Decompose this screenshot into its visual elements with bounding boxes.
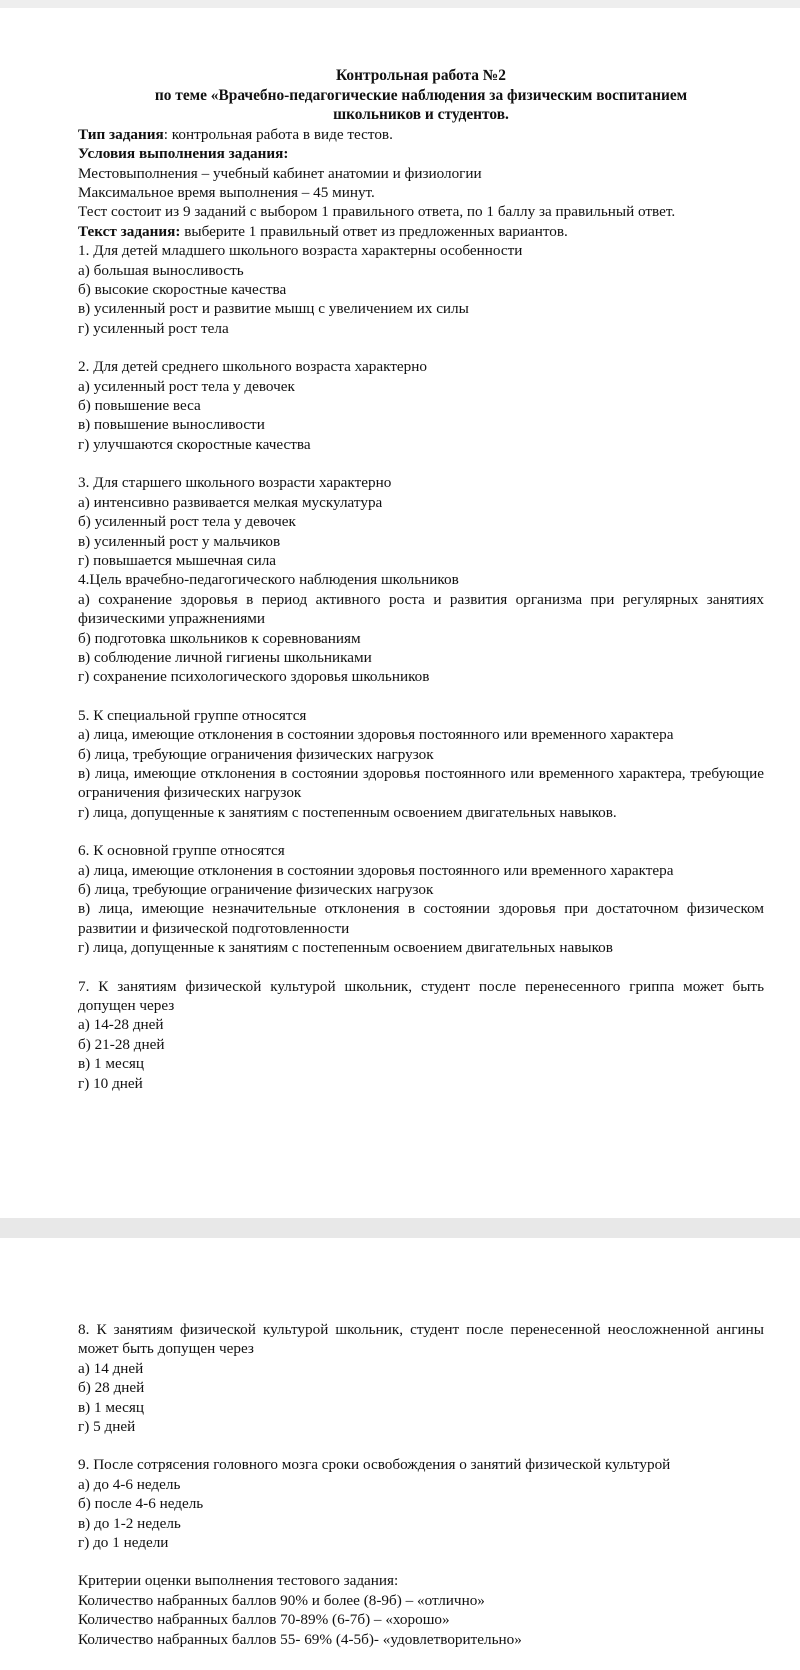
question-9-option-b: б) после 4-6 недель	[78, 1495, 204, 1513]
question-8-option-b: б) 28 дней	[78, 1379, 145, 1397]
spacer	[78, 338, 764, 357]
criteria-good: Количество набранных баллов 70-89% (6-7б) – «хорошо»	[78, 1611, 450, 1629]
spacer	[78, 687, 764, 706]
task-text	[78, 222, 764, 241]
spacer	[78, 822, 764, 841]
question-6-option-d: г) лица, допущенные к занятиям с постепенным освоением двигательных навыков	[78, 939, 613, 957]
conditions-time: Максимальное время выполнения – 45 минут.	[78, 184, 375, 201]
conditions-heading: Условия выполнения задания:	[78, 145, 289, 163]
task-text-label: Текст задания:	[78, 222, 181, 240]
task-type-value: : контрольная работа в виде тестов.	[163, 125, 393, 143]
question-6: 6. К основной группе относятся	[78, 842, 285, 860]
question-2-option-d: г) улучшаются скоростные качества	[78, 435, 311, 453]
question-1: 1. Для детей младшего школьного возраста характерны особенности	[78, 242, 523, 260]
doc-title: Контрольная работа №2	[336, 67, 506, 84]
question-9: 9. После сотрясения головного мозга сроки освобождения о занятий физической культурой	[78, 1456, 671, 1474]
question-1-option-a: а) большая выносливость	[78, 261, 244, 279]
question-7: 7. К занятиям физической культурой школьник, студент после перенесенного гриппа может быть допущен через	[78, 977, 764, 1015]
question-6-option-a: а) лица, имеющие отклонения в состоянии здоровья постоянного или временного характера	[78, 861, 674, 879]
question-9-option-c: в) до 1-2 недель	[78, 1514, 181, 1532]
question-5: 5. К специальной группе относятся	[78, 706, 307, 724]
question-5-option-d: г) лица, допущенные к занятиям с постепенным освоением двигательных навыков.	[78, 803, 617, 821]
page-2	[0, 1238, 800, 1670]
question-2-option-c: в) повышение выносливости	[78, 416, 265, 434]
question-8-option-a: а) 14 дней	[78, 1359, 144, 1377]
spacer	[78, 958, 764, 977]
criteria-excellent: Количество набранных баллов 90% и более (8-9б) – «отлично»	[78, 1591, 485, 1609]
question-5-option-b: б) лица, требующие ограничения физических нагрузок	[78, 745, 434, 763]
question-2-option-a: а) усиленный рост тела у девочек	[78, 377, 295, 395]
question-2-option-b: б) повышение веса	[78, 397, 201, 415]
criteria-heading: Критерии оценки выполнения тестового задания:	[78, 1572, 399, 1590]
page-2-content	[78, 1320, 764, 1649]
question-4-option-c: в) соблюдение личной гигиены школьниками	[78, 648, 372, 666]
question-3-option-b: б) усиленный рост тела у девочек	[78, 513, 296, 531]
task-type-label: Тип задания	[78, 125, 164, 143]
question-8-option-d: г) 5 дней	[78, 1418, 136, 1436]
question-1-option-d: г) усиленный рост тела	[78, 319, 229, 337]
question-3-option-a: а) интенсивно развивается мелкая мускулатура	[78, 493, 383, 511]
task-text-value: выберите 1 правильный ответ из предложенных вариантов.	[180, 222, 568, 240]
spacer	[78, 1436, 764, 1455]
question-8-option-c: в) 1 месяц	[78, 1398, 145, 1416]
question-6-option-c: в) лица, имеющие незначительные отклонения в состоянии здоровья при достаточном физическом развитии и физической подготовленности	[78, 900, 764, 937]
conditions-place: Местовыполнения – учебный кабинет анатомии и физиологии	[78, 164, 482, 182]
question-4: 4.Цель врачебно-педагогического наблюдения школьников	[78, 571, 459, 589]
question-4-option-b: б) подготовка школьников к соревнованиям	[78, 629, 361, 647]
doc-subtitle-line1: по теме «Врачебно-педагогические наблюдения за физическим воспитанием	[154, 86, 688, 104]
question-7-option-b: б) 21-28 дней	[78, 1035, 165, 1053]
question-1-option-b: б) высокие скоростные качества	[78, 281, 287, 299]
question-4-option-a: а) сохранение здоровья в период активного роста и развития организма при регулярных занятиях физическими упражнениями	[78, 590, 764, 628]
question-7-option-c: в) 1 месяц	[78, 1055, 145, 1073]
question-3: 3. Для старшего школьного возрасти характерно	[78, 474, 392, 492]
task-type	[78, 125, 764, 144]
question-7-option-d: г) 10 дней	[78, 1074, 143, 1092]
question-5-option-c: в) лица, имеющие отклонения в состоянии здоровья постоянного или временного характера, требующие ограничения физических нагрузок	[78, 764, 764, 802]
doc-subtitle-line2: школьников и студентов.	[333, 106, 509, 124]
question-9-option-d: г) до 1 недели	[78, 1534, 169, 1552]
question-9-option-a: а) до 4-6 недель	[78, 1475, 181, 1493]
page-break	[0, 1218, 800, 1238]
question-3-option-d: г) повышается мышечная сила	[78, 551, 277, 569]
page-1-content	[78, 66, 764, 1093]
question-3-option-c: в) усиленный рост у мальчиков	[78, 532, 281, 550]
question-4-option-d: г) сохранение психологического здоровья школьников	[78, 668, 430, 686]
question-5-option-a: а) лица, имеющие отклонения в состоянии здоровья постоянного или временного характера	[78, 726, 674, 744]
criteria-satisfactory: Количество набранных баллов 55- 69% (4-5б)- «удовлетворительно»	[78, 1630, 522, 1648]
question-7-option-a: а) 14-28 дней	[78, 1016, 164, 1034]
question-8: 8. К занятиям физической культурой школьник, студент после перенесенной неосложненной ангины может быть допущен через	[78, 1321, 764, 1358]
spacer	[78, 1552, 764, 1571]
question-1-option-c: в) усиленный рост и развитие мышц с увеличением их силы	[78, 300, 469, 318]
question-6-option-b: б) лица, требующие ограничение физических нагрузок	[78, 881, 434, 898]
conditions-test-info: Тест состоит из 9 заданий с выбором 1 правильного ответа, по 1 баллу за правильный ответ.	[78, 203, 676, 221]
spacer	[78, 454, 764, 473]
question-2: 2. Для детей среднего школьного возраста характерно	[78, 358, 427, 376]
